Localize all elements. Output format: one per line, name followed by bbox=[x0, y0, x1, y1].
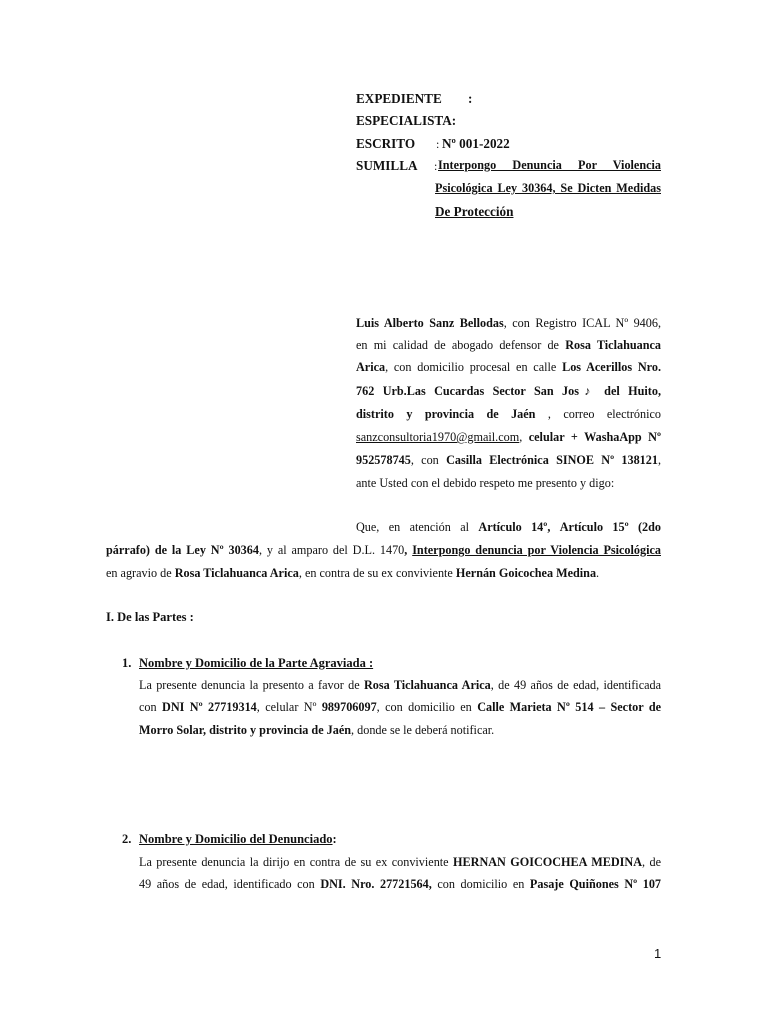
sumilla-line-1: Interpongo Denuncia Por Violencia bbox=[438, 158, 661, 172]
item-2-line-1: La presente denuncia la dirijo en contra de su ex conviviente HERNAN GOICOCHEA MEDINA, de bbox=[139, 855, 661, 869]
intro-line-1: Luis Alberto Sanz Bellodas, con Registro ICAL Nº 9406, bbox=[356, 316, 661, 330]
item-2-line-2: 49 años de edad, identificado con DNI. Nro. 27721564, con domicilio en Pasaje Quiñones Nº 107 bbox=[139, 877, 662, 891]
sumilla-separator: : bbox=[434, 159, 438, 173]
sumilla-label: SUMILLA bbox=[356, 158, 418, 173]
item-1-line-3: Morro Solar, distrito y provincia de Jaén, donde se le deberá notificar. bbox=[139, 723, 495, 737]
sinoe-box: Casilla Electrónica SINOE Nº 138121 bbox=[446, 453, 658, 467]
item-1-title: Nombre y Domicilio de la Parte Agraviada : bbox=[139, 656, 374, 670]
escrito-value: Nº 001-2022 bbox=[442, 136, 510, 151]
phone-number: 952578745 bbox=[356, 453, 411, 467]
petition-line-3: en agravio de Rosa Ticlahuanca Arica, en contra de su ex conviviente Hernán Goicochea Medina. bbox=[106, 566, 600, 580]
petition-line-2: párrafo) de la Ley Nº 30364, y al amparo del D.L. 1470, Interpongo denuncia por Violencia Psicológica bbox=[106, 543, 661, 557]
petition-line-1: Que, en atención al Artículo 14º, Artículo 15º (2do bbox=[356, 520, 662, 534]
item-2-number: 2. bbox=[122, 832, 132, 846]
intro-line-6: sanzconsultoria1970@gmail.com, celular + WashaApp Nº bbox=[356, 430, 661, 444]
escrito-label: ESCRITO bbox=[356, 136, 416, 151]
item-2-title: Nombre y Domicilio del Denunciado: bbox=[139, 832, 337, 846]
expediente-separator: : bbox=[468, 91, 473, 106]
complaint-subject: Interpongo denuncia por Violencia Psicológica bbox=[412, 543, 661, 557]
expediente-label: EXPEDIENTE bbox=[356, 91, 442, 106]
intro-line-7: 952578745, con Casilla Electrónica SINOE Nº 138121, bbox=[356, 453, 661, 467]
intro-line-4: 762 Urb.Las Cucardas Sector San Jos♪ del Huito, bbox=[356, 384, 661, 398]
item-1-number: 1. bbox=[122, 656, 132, 670]
page-number: 1 bbox=[654, 946, 662, 961]
procedural-address: Los Acerillos Nro. bbox=[562, 360, 662, 374]
sumilla-line-3: De Protección bbox=[435, 204, 514, 219]
intro-closing: ante Usted con el debido respeto me presento y digo: bbox=[356, 476, 615, 490]
intro-line-3: Arica, con domicilio procesal en calle Los Acerillos Nro. bbox=[356, 360, 662, 374]
lawyer-name: Luis Alberto Sanz Bellodas bbox=[356, 316, 504, 330]
escrito-separator: : bbox=[436, 137, 440, 151]
intro-line-2: en mi calidad de abogado defensor de Rosa Ticlahuanca bbox=[356, 338, 662, 352]
section-parties-heading: I. De las Partes : bbox=[106, 610, 194, 624]
item-1-line-2: con DNI Nº 27719314, celular Nº 989706097, con domicilio en Calle Marieta Nº 514 – Sector de bbox=[139, 700, 662, 714]
item-1-line-1: La presente denuncia la presento a favor de Rosa Ticlahuanca Arica, de 49 años de edad, identificada bbox=[139, 678, 662, 692]
sumilla-line-2: Psicológica Ley 30364, Se Dicten Medidas bbox=[435, 181, 661, 195]
intro-line-5: distrito y provincia de Jaén , correo electrónico bbox=[356, 407, 662, 421]
email-link[interactable]: sanzconsultoria1970@gmail.com bbox=[356, 430, 520, 444]
client-name: Rosa Ticlahuanca bbox=[565, 338, 662, 352]
especialista-label: ESPECIALISTA: bbox=[356, 113, 457, 128]
